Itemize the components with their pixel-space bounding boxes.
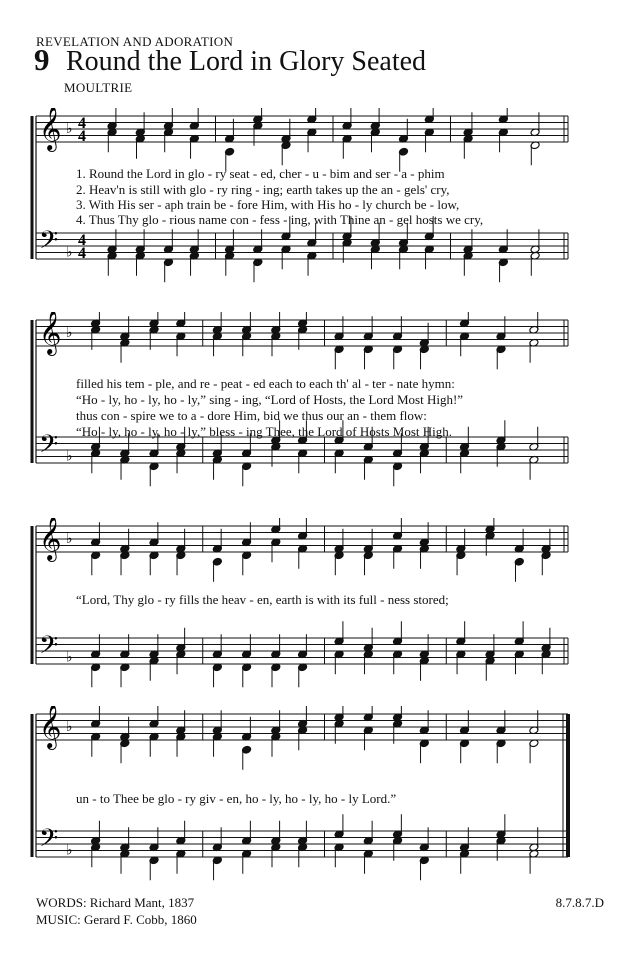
lyric-line: filled his tem - ple, and re - peat - ed each to each th' al - ter - nate hymn: bbox=[76, 376, 455, 391]
treble-clef-icon: 𝄞 bbox=[39, 108, 62, 150]
meter-label: 8.7.8.7.D bbox=[555, 895, 604, 910]
lyric-line: 4. Thus Thy glo - rious name con - fess - ing, with Thine an - gel hosts we cry, bbox=[76, 212, 484, 227]
hymn-number: 9 bbox=[34, 42, 50, 77]
bass-clef-icon: 𝄢 bbox=[39, 430, 59, 465]
lyric-line: 3. With His ser - aph train be - fore Him, with His ho - ly church be - low, bbox=[76, 197, 460, 212]
flat-icon: ♭ bbox=[66, 326, 73, 341]
time-signature-digit: 4 bbox=[78, 128, 86, 145]
bass-clef-icon: 𝄢 bbox=[39, 226, 59, 261]
lyric-line: 2. Heav'n is still with glo - ry ring - ing; earth takes up the an - gels' cry, bbox=[76, 182, 450, 197]
flat-icon: ♭ bbox=[66, 650, 73, 666]
lyric-line: 1. Round the Lord in glo - ry seat - ed, cher - u - bim and ser - a - phim bbox=[76, 166, 445, 181]
music-credit: MUSIC: Gerard F. Cobb, 1860 bbox=[36, 912, 197, 927]
treble-clef-icon: 𝄞 bbox=[39, 706, 62, 748]
hymn-title: Round the Lord in Glory Seated bbox=[66, 46, 427, 77]
flat-icon: ♭ bbox=[66, 122, 73, 137]
flat-icon: ♭ bbox=[66, 449, 73, 465]
flat-icon: ♭ bbox=[66, 843, 73, 859]
treble-clef-icon: 𝄞 bbox=[39, 312, 62, 354]
time-signature-digit: 4 bbox=[78, 245, 86, 262]
lyric-line: un - to Thee be glo - ry giv - en, ho - ly, ho - ly, ho - ly Lord.” bbox=[76, 791, 397, 806]
flat-icon: ♭ bbox=[66, 245, 73, 261]
category-label: REVELATION AND ADORATION bbox=[36, 34, 234, 49]
bass-clef-icon: 𝄢 bbox=[39, 824, 59, 859]
lyric-line: “Ho - ly, ho - ly, ho - ly,” sing - ing, “Lord of Hosts, the Lord Most High!” bbox=[76, 392, 464, 407]
tune-name: MOULTRIE bbox=[64, 80, 133, 95]
time-signature-digit: 4 bbox=[78, 115, 86, 132]
words-credit: WORDS: Richard Mant, 1837 bbox=[36, 895, 195, 910]
time-signature-digit: 4 bbox=[78, 232, 86, 249]
treble-clef-icon: 𝄞 bbox=[39, 518, 62, 560]
flat-icon: ♭ bbox=[66, 720, 73, 735]
lyric-line: “Ho - ly, ho - ly, ho - ly,” bless - ing Thee, the Lord of Hosts Most High. bbox=[76, 424, 452, 439]
bass-clef-icon: 𝄢 bbox=[39, 631, 59, 666]
lyric-line: thus con - spire we to a - dore Him, bid we thus our an - them flow: bbox=[76, 408, 427, 423]
lyric-line: “Lord, Thy glo - ry fills the heav - en, earth is with its full - ness stored; bbox=[76, 592, 449, 607]
flat-icon: ♭ bbox=[66, 532, 73, 547]
